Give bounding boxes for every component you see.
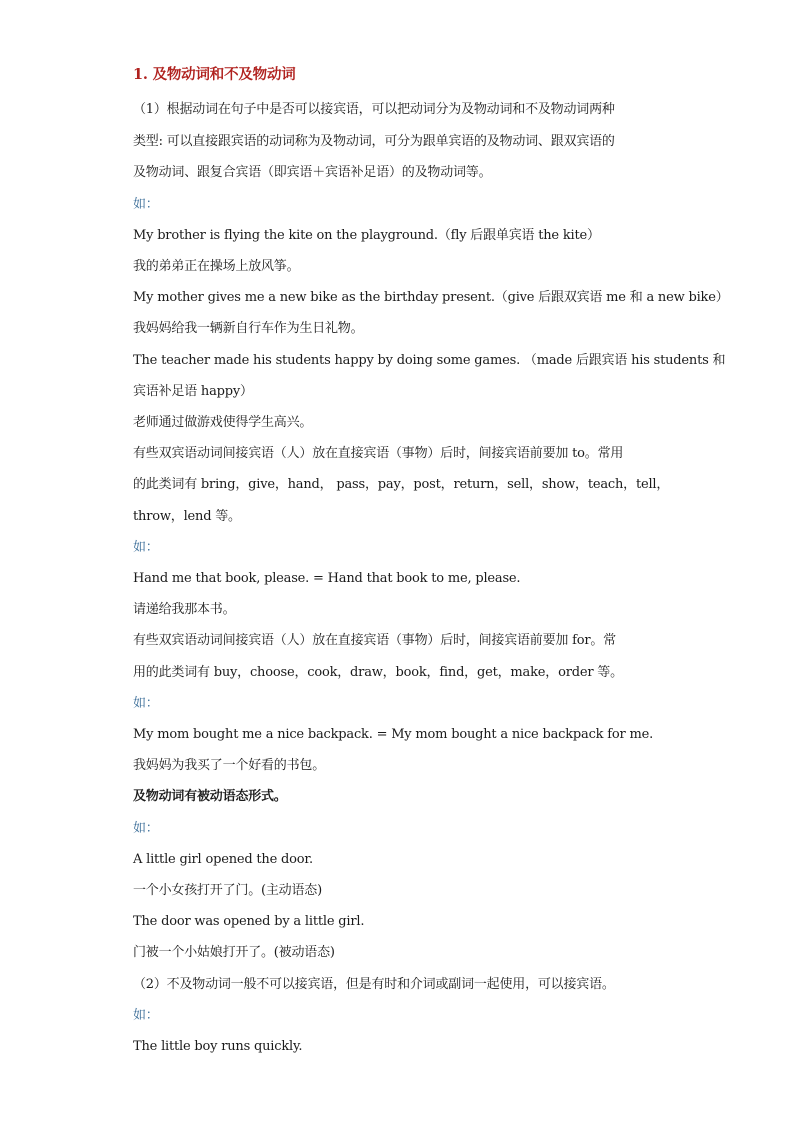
example-sentence: 宾语补足语 happy） — [133, 384, 253, 399]
translation-line: 我妈妈给我一辆新自行车作为生日礼物。 — [133, 321, 364, 336]
example-sentence: My mother gives me a new bike as the birthday present.（give 后跟双宾语 me 和 a new bike） — [133, 290, 729, 305]
example-label: 如： — [133, 821, 159, 836]
paragraph-line: 有些双宾语动词间接宾语（人）放在直接宾语（事物）后时，间接宾语前要加 to。常用 — [133, 446, 624, 461]
translation-line: 一个小女孩打开了门。(主动语态) — [133, 883, 322, 898]
example-sentence: My brother is flying the kite on the playground.（fly 后跟单宾语 the kite） — [133, 228, 600, 243]
translation-line: 请递给我那本书。 — [133, 602, 236, 617]
paragraph-line: 的此类词有 bring，give，hand， pass，pay，post，return，sell，show，teach，tell， — [133, 477, 670, 492]
translation-line: 我的弟弟正在操场上放风筝。 — [133, 259, 300, 274]
example-label: 如： — [133, 197, 159, 212]
paragraph-line: throw，lend 等。 — [133, 509, 241, 524]
paragraph-line: 用的此类词有 buy，choose，cook，draw，book，find，get，make，order 等。 — [133, 665, 623, 680]
example-sentence: My mom bought me a nice backpack. = My mom bought a nice backpack for me. — [133, 727, 654, 742]
example-label: 如： — [133, 696, 159, 711]
paragraph-line: （2）不及物动词一般不可以接宾语，但是有时和介词或副词一起使用，可以接宾语。 — [133, 977, 615, 992]
paragraph-line: （1）根据动词在句子中是否可以接宾语，可以把动词分为及物动词和不及物动词两种 — [133, 102, 615, 117]
bold-rule-line: 及物动词有被动语态形式。 — [133, 789, 287, 804]
example-sentence: A little girl opened the door. — [133, 852, 313, 867]
example-label: 如： — [133, 540, 159, 555]
paragraph-line: 类型: 可以直接跟宾语的动词称为及物动词，可分为跟单宾语的及物动词、跟双宾语的 — [133, 134, 615, 149]
example-sentence: The door was opened by a little girl. — [133, 914, 365, 929]
translation-line: 老师通过做游戏使得学生高兴。 — [133, 415, 313, 430]
paragraph-line: 及物动词、跟复合宾语（即宾语＋宾语补足语）的及物动词等。 — [133, 165, 492, 180]
example-sentence: Hand me that book, please. = Hand that book to me, please. — [133, 571, 521, 586]
example-label: 如： — [133, 1008, 159, 1023]
example-sentence: The little boy runs quickly. — [133, 1039, 303, 1054]
translation-line: 门被一个小姑娘打开了。(被动语态) — [133, 945, 335, 960]
translation-line: 我妈妈为我买了一个好看的书包。 — [133, 758, 326, 773]
paragraph-line: 有些双宾语动词间接宾语（人）放在直接宾语（事物）后时，间接宾语前要加 for。常 — [133, 633, 616, 648]
example-sentence: The teacher made his students happy by doing some games. （made 后跟宾语 his students 和 — [133, 353, 726, 368]
section-heading: 1. 及物动词和不及物动词 — [133, 66, 296, 83]
